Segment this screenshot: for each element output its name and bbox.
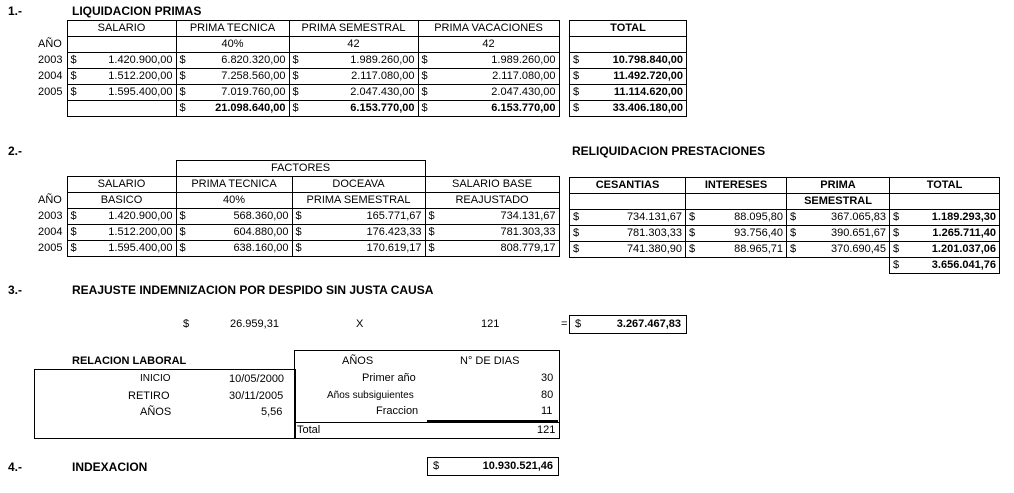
table-cell: 2.117.080,00: [300, 69, 418, 85]
table-cell: N° DE DIAS: [460, 355, 520, 367]
table-cell: $: [890, 226, 903, 242]
table-cell: 93.756,40: [699, 226, 787, 242]
table-cell: BASICO: [67, 193, 176, 209]
table-cell: $: [292, 225, 303, 241]
reliquidacion-table: [569, 177, 1000, 274]
table-cell: 1.595.400,00: [78, 85, 176, 101]
table-cell: 6.153.770,00: [300, 101, 418, 117]
daily-amount: 26.959,31: [230, 318, 279, 330]
table-cell: $: [570, 85, 584, 101]
table-cell: $: [292, 241, 303, 257]
table-cell: $: [890, 258, 903, 274]
primas-table: [35, 20, 560, 117]
table-cell: $: [890, 242, 903, 258]
table-cell: $: [570, 53, 584, 69]
col-prima-tecnica: PRIMA TECNICA: [176, 21, 289, 37]
table-cell: $: [575, 318, 582, 330]
table-cell: $: [890, 210, 903, 226]
table-cell: 2004: [38, 70, 63, 82]
table-cell: 2005: [38, 242, 63, 254]
table-cell: $: [67, 69, 78, 85]
table-cell: 176.423,33: [303, 225, 425, 241]
section-1-number: 1.-: [8, 4, 23, 18]
section-2-title: RELIQUIDACION PRESTACIONES: [572, 144, 766, 158]
table-cell: 1.420.900,00: [78, 53, 176, 69]
table-cell: AÑOS: [140, 406, 172, 418]
table-cell: 11.492.720,00: [584, 69, 687, 85]
table-cell: 604.880,00: [187, 225, 292, 241]
table-cell: $: [570, 69, 584, 85]
table-cell: DOCEAVA: [292, 177, 425, 193]
table-cell: 7.019.760,00: [187, 85, 289, 101]
currency-sign: $: [183, 318, 190, 330]
days-value: 121: [481, 318, 500, 330]
table-cell: 808.779,17: [436, 241, 559, 257]
table-cell: AÑO: [38, 194, 62, 206]
indexacion-result: [427, 457, 559, 476]
multiply-sign: X: [356, 318, 364, 330]
factor-semestral: 42: [289, 37, 418, 53]
table-cell: $: [176, 225, 187, 241]
table-row: [570, 242, 1000, 258]
table-row: [35, 85, 559, 101]
table-cell: 2004: [38, 226, 63, 238]
table-cell: 2.047.430,00: [429, 85, 559, 101]
table-cell: RETIRO: [128, 390, 170, 402]
table-cell: 2.117.080,00: [429, 69, 559, 85]
primas-total-table: [569, 20, 687, 117]
table-cell: $: [418, 85, 429, 101]
table-cell: $: [787, 242, 800, 258]
prestaciones-table: [35, 160, 560, 257]
table-cell: 390.651,67: [800, 226, 890, 242]
table-cell: 1.595.400,00: [78, 241, 176, 257]
table-cell: SALARIO: [67, 177, 176, 193]
table-cell: 367.065,83: [800, 210, 890, 226]
section-2-number: 2.-: [8, 144, 23, 158]
table-cell: TOTAL: [890, 178, 1000, 194]
table-row: [570, 226, 1000, 242]
table-cell: 1.989.260,00: [429, 53, 559, 69]
table-cell: 734.131,67: [436, 209, 559, 225]
table-cell: 21.098.640,00: [187, 101, 289, 117]
table-cell: 10/05/2000: [229, 373, 285, 385]
table-cell: $: [176, 101, 187, 117]
table-cell: 1.201.037,06: [903, 242, 1000, 258]
table-cell: $: [176, 85, 187, 101]
table-cell: $: [289, 85, 300, 101]
table-cell: $: [570, 242, 583, 258]
table-cell: $: [570, 226, 583, 242]
table-cell: $: [418, 101, 429, 117]
table-cell: $: [292, 209, 303, 225]
table-cell: PRIMA: [787, 178, 890, 194]
table-cell: 165.771,67: [303, 209, 425, 225]
factor-tecnica: 40%: [176, 37, 289, 53]
table-cell: CESANTIAS: [570, 178, 686, 194]
table-cell: 7.258.560,00: [187, 69, 289, 85]
table-row: [35, 225, 559, 241]
table-cell: $: [418, 53, 429, 69]
table-row: [35, 241, 559, 257]
table-cell: Fraccion: [376, 405, 419, 417]
table-cell: $: [787, 226, 800, 242]
table-row: [35, 209, 559, 225]
table-cell: $: [67, 85, 78, 101]
col-salario: SALARIO: [67, 21, 176, 37]
table-row: [570, 210, 1000, 226]
table-cell: 370.690,45: [800, 242, 890, 258]
table-cell: $: [787, 210, 800, 226]
table-cell: $: [686, 210, 699, 226]
table-cell: 568.360,00: [187, 209, 292, 225]
section-4-title: INDEXACION: [72, 460, 148, 474]
table-cell: PRIMA TECNICA: [176, 177, 292, 193]
table-cell: 5,56: [261, 406, 283, 418]
table-cell: $: [425, 209, 436, 225]
indemnizacion-result: [569, 315, 687, 334]
table-cell: $: [67, 241, 78, 257]
col-prima-semestral: PRIMA SEMESTRAL: [289, 21, 418, 37]
grand-total: 3.656.041,76: [903, 258, 1000, 274]
table-cell: 1.420.900,00: [78, 209, 176, 225]
table-cell: 741.380,90: [583, 242, 686, 258]
table-cell: 2003: [38, 54, 63, 66]
table-cell: 6.153.770,00: [429, 101, 559, 117]
table-cell: $: [418, 69, 429, 85]
table-cell: 30: [541, 372, 554, 384]
table-cell: $: [686, 226, 699, 242]
table-cell: 781.303,33: [436, 225, 559, 241]
table-cell: 1.189.293,30: [903, 210, 1000, 226]
table-cell: 2003: [38, 210, 63, 222]
table-row: [35, 69, 559, 85]
table-cell: $: [289, 53, 300, 69]
table-cell: 10.798.840,00: [584, 53, 687, 69]
table-cell: PRIMA SEMESTRAL: [292, 193, 425, 209]
table-cell: Años subsiguientes: [327, 390, 414, 401]
table-cell: $: [176, 53, 187, 69]
table-cell: $: [67, 225, 78, 241]
table-cell: $: [289, 69, 300, 85]
table-cell: 80: [541, 389, 554, 401]
table-cell: AÑOS: [342, 355, 374, 367]
total-header: TOTAL: [570, 21, 687, 37]
table-cell: 1.265.711,40: [903, 226, 1000, 242]
table-cell: 11.114.620,00: [584, 85, 687, 101]
table-cell: 638.160,00: [187, 241, 292, 257]
table-cell: $: [425, 225, 436, 241]
table-cell: Total: [297, 424, 321, 436]
table-cell: $: [425, 241, 436, 257]
table-cell: SEMESTRAL: [787, 194, 890, 210]
table-cell: $: [67, 53, 78, 69]
table-cell: INTERESES: [686, 178, 787, 194]
factores-header: FACTORES: [176, 161, 425, 177]
table-cell: $: [67, 209, 78, 225]
table-cell: $: [176, 209, 187, 225]
section-1-title: LIQUIDACION PRIMAS: [72, 4, 202, 18]
section-4-number: 4.-: [8, 460, 23, 474]
table-cell: Primer año: [362, 372, 416, 384]
table-cell: 11: [541, 405, 553, 417]
table-cell: 88.095,80: [699, 210, 787, 226]
col-prima-vacaciones: PRIMA VACACIONES: [418, 21, 559, 37]
factor-vacaciones: 42: [418, 37, 559, 53]
table-cell: 781.303,33: [583, 226, 686, 242]
table-cell: INICIO: [140, 373, 171, 384]
relacion-laboral-title: RELACION LABORAL: [72, 355, 187, 367]
table-cell: $: [289, 101, 300, 117]
table-cell: 40%: [176, 193, 292, 209]
table-cell: 734.131,67: [583, 210, 686, 226]
table-cell: REAJUSTADO: [425, 193, 559, 209]
total-divider: [294, 422, 560, 423]
table-cell: $: [433, 460, 440, 472]
table-cell: $: [570, 101, 584, 117]
year-label: AÑO: [38, 38, 62, 50]
table-cell: 10.930.521,46: [482, 460, 553, 472]
table-cell: 1.512.200,00: [78, 69, 176, 85]
equals-sign: =: [561, 318, 568, 330]
section-3-number: 3.-: [8, 283, 23, 297]
table-cell: 6.820.320,00: [187, 53, 289, 69]
table-row: [35, 53, 559, 69]
table-cell: 1.989.260,00: [300, 53, 418, 69]
table-cell: 2005: [38, 86, 63, 98]
table-cell: 121: [537, 424, 556, 436]
section-3-title: REAJUSTE INDEMNIZACION POR DESPIDO SIN JUSTA CAUSA: [72, 283, 434, 297]
table-cell: SALARIO BASE: [425, 177, 559, 193]
table-cell: $: [176, 69, 187, 85]
table-cell: 88.965,71: [699, 242, 787, 258]
table-cell: $: [176, 241, 187, 257]
table-cell: $: [570, 210, 583, 226]
table-cell: 30/11/2005: [229, 390, 284, 402]
totals-row: [35, 101, 559, 117]
table-cell: 3.267.467,83: [616, 318, 681, 330]
table-cell: 33.406.180,00: [584, 101, 687, 117]
table-cell: $: [686, 242, 699, 258]
table-cell: 2.047.430,00: [300, 85, 418, 101]
table-cell: 170.619,17: [303, 241, 425, 257]
table-cell: 1.512.200,00: [78, 225, 176, 241]
